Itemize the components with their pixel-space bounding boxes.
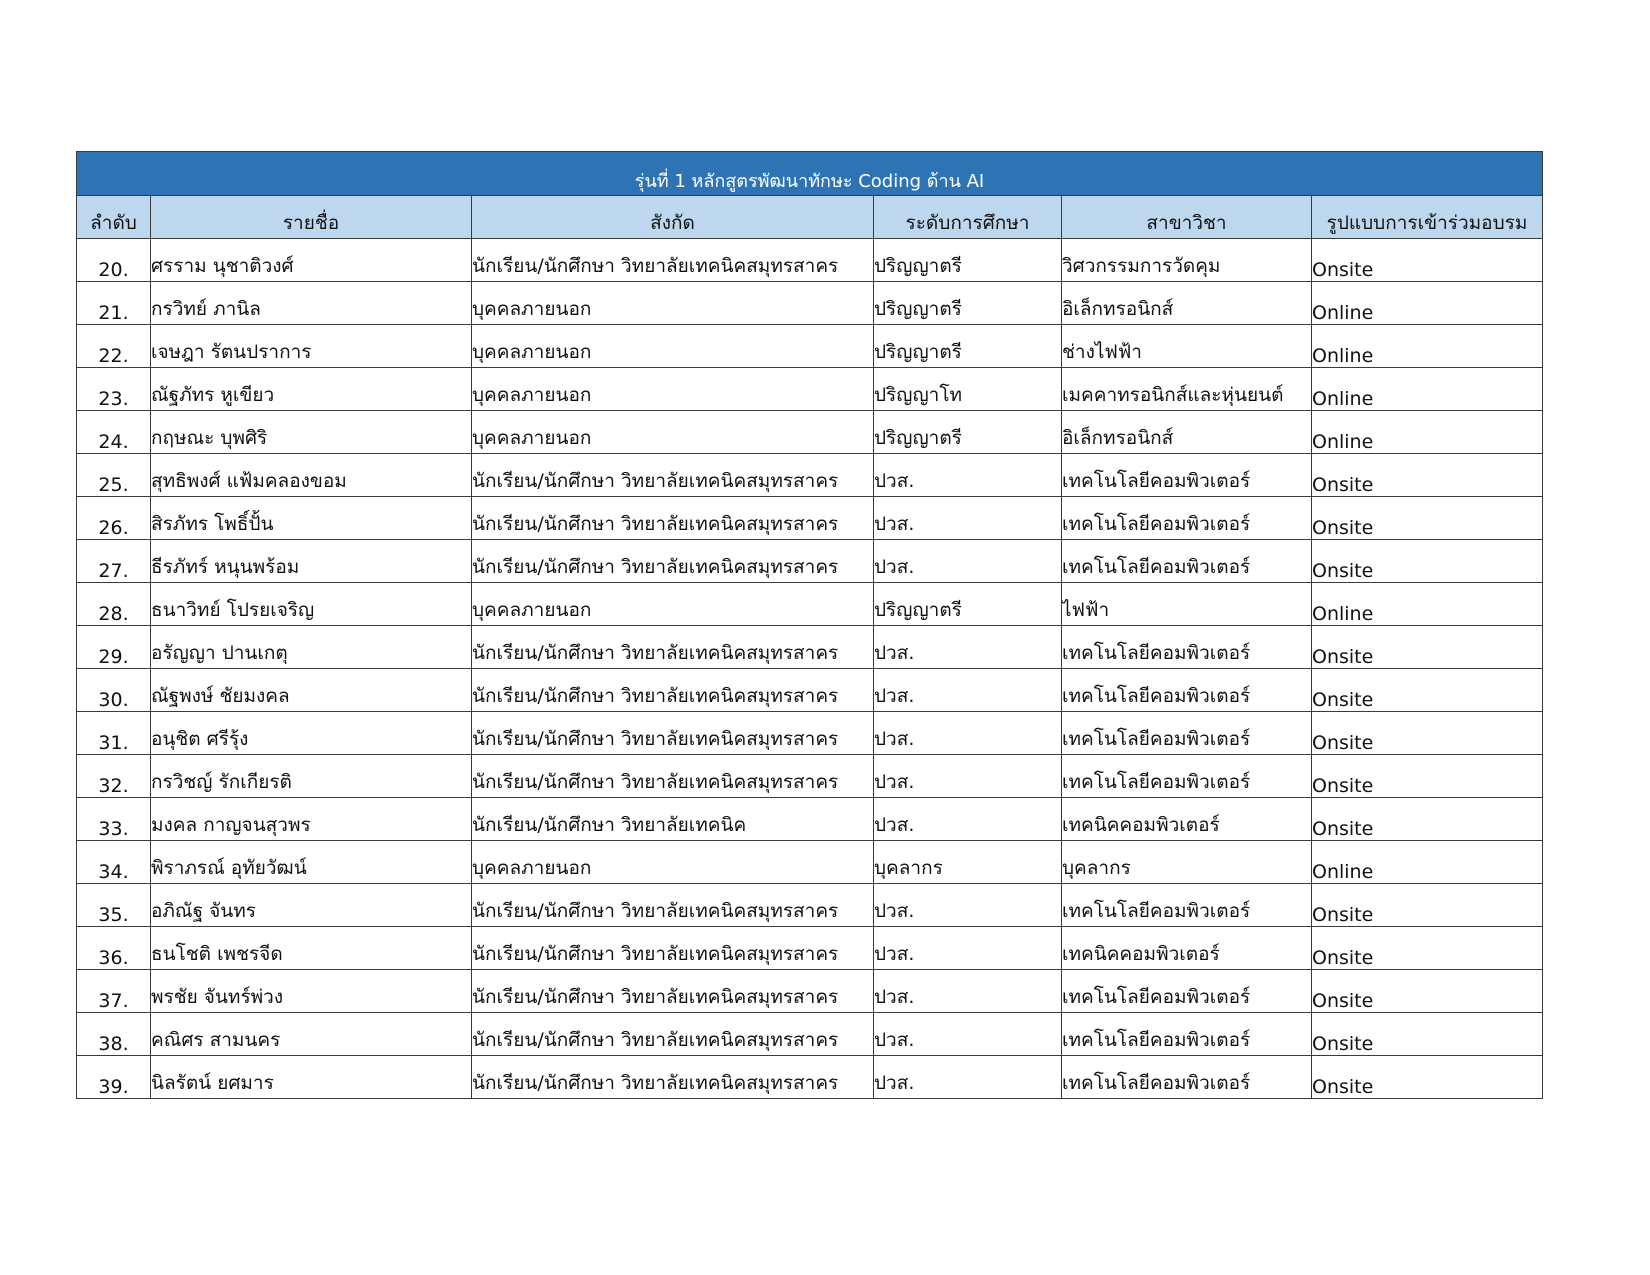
cell-name: ธนโชติ เพชรจีด xyxy=(151,927,472,970)
cell-attendance-mode: Online xyxy=(1312,411,1543,454)
cell-attendance-mode: Onsite xyxy=(1312,239,1543,282)
cell-affiliation: นักเรียน/นักศึกษา วิทยาลัยเทคนิคสมุทรสาคร xyxy=(472,712,874,755)
table-row xyxy=(77,669,1543,712)
cell-education-level: ปวส. xyxy=(874,755,1062,798)
cell-name: มงคล กาญจนสุวพร xyxy=(151,798,472,841)
cell-name: ธนาวิทย์ โปรยเจริญ xyxy=(151,583,472,626)
table-row xyxy=(77,540,1543,583)
cell-education-level: ปวส. xyxy=(874,540,1062,583)
cell-affiliation: นักเรียน/นักศึกษา วิทยาลัยเทคนิคสมุทรสาคร xyxy=(472,454,874,497)
header-education-level: ระดับการศึกษา xyxy=(874,196,1062,239)
cell-attendance-mode: Onsite xyxy=(1312,626,1543,669)
cell-education-level: ปวส. xyxy=(874,884,1062,927)
cell-education-level: ปวส. xyxy=(874,1056,1062,1099)
cell-attendance-mode: Onsite xyxy=(1312,540,1543,583)
cell-order: 34. xyxy=(77,841,151,884)
cell-order: 29. xyxy=(77,626,151,669)
cell-attendance-mode: Onsite xyxy=(1312,669,1543,712)
cell-education-level: ปวส. xyxy=(874,1013,1062,1056)
header-affiliation: สังกัด xyxy=(472,196,874,239)
cell-attendance-mode: Onsite xyxy=(1312,497,1543,540)
cell-name: เจษฎา รัตนปราการ xyxy=(151,325,472,368)
table-row xyxy=(77,712,1543,755)
header-major: สาขาวิชา xyxy=(1062,196,1312,239)
table-row xyxy=(77,755,1543,798)
cell-affiliation: นักเรียน/นักศึกษา วิทยาลัยเทคนิคสมุทรสาคร xyxy=(472,239,874,282)
cell-name: ธีรภัทร์ หนุนพร้อม xyxy=(151,540,472,583)
cell-affiliation: บุคคลภายนอก xyxy=(472,282,874,325)
table-row xyxy=(77,626,1543,669)
header-attendance-mode: รูปแบบการเข้าร่วมอบรม xyxy=(1312,196,1543,239)
cell-order: 25. xyxy=(77,454,151,497)
cell-major: เทคโนโลยีคอมพิวเตอร์ xyxy=(1062,540,1312,583)
cell-attendance-mode: Onsite xyxy=(1312,798,1543,841)
cell-education-level: ปวส. xyxy=(874,798,1062,841)
cell-education-level: ปวส. xyxy=(874,454,1062,497)
cell-major: อิเล็กทรอนิกส์ xyxy=(1062,282,1312,325)
cell-affiliation: บุคคลภายนอก xyxy=(472,841,874,884)
cell-order: 37. xyxy=(77,970,151,1013)
cell-major: เทคโนโลยีคอมพิวเตอร์ xyxy=(1062,669,1312,712)
cell-major: เทคโนโลยีคอมพิวเตอร์ xyxy=(1062,497,1312,540)
cell-affiliation: บุคคลภายนอก xyxy=(472,368,874,411)
table-header-row xyxy=(77,196,1543,239)
cell-order: 21. xyxy=(77,282,151,325)
table-row xyxy=(77,325,1543,368)
cell-name: กรวิทย์ ภานิล xyxy=(151,282,472,325)
cell-name: คณิศร สามนคร xyxy=(151,1013,472,1056)
cell-name: ณัฐภัทร หูเขียว xyxy=(151,368,472,411)
cell-order: 36. xyxy=(77,927,151,970)
cell-order: 31. xyxy=(77,712,151,755)
cell-name: ณัฐพงษ์ ชัยมงคล xyxy=(151,669,472,712)
cell-education-level: ปวส. xyxy=(874,497,1062,540)
cell-affiliation: นักเรียน/นักศึกษา วิทยาลัยเทคนิคสมุทรสาคร xyxy=(472,1056,874,1099)
cell-name: สิรภัทร โพธิ์ปั้น xyxy=(151,497,472,540)
cell-major: ไฟฟ้า xyxy=(1062,583,1312,626)
cell-major: เทคนิคคอมพิวเตอร์ xyxy=(1062,927,1312,970)
cell-major: เทคโนโลยีคอมพิวเตอร์ xyxy=(1062,1013,1312,1056)
cell-affiliation: นักเรียน/นักศึกษา วิทยาลัยเทคนิคสมุทรสาคร xyxy=(472,884,874,927)
table-row xyxy=(77,798,1543,841)
cell-affiliation: บุคคลภายนอก xyxy=(472,411,874,454)
table-row xyxy=(77,239,1543,282)
cell-name: พิราภรณ์ อุทัยวัฒน์ xyxy=(151,841,472,884)
cell-order: 23. xyxy=(77,368,151,411)
cell-name: อนุชิต ศรีรุ้ง xyxy=(151,712,472,755)
table-row xyxy=(77,497,1543,540)
cell-affiliation: บุคคลภายนอก xyxy=(472,325,874,368)
cell-attendance-mode: Onsite xyxy=(1312,927,1543,970)
cell-major: เทคโนโลยีคอมพิวเตอร์ xyxy=(1062,755,1312,798)
cell-order: 32. xyxy=(77,755,151,798)
cell-name: อภิณัฐ จันทร xyxy=(151,884,472,927)
cell-attendance-mode: Onsite xyxy=(1312,1056,1543,1099)
cell-name: อรัญญา ปานเกตุ xyxy=(151,626,472,669)
cell-major: เทคโนโลยีคอมพิวเตอร์ xyxy=(1062,626,1312,669)
cell-order: 33. xyxy=(77,798,151,841)
cell-major: อิเล็กทรอนิกส์ xyxy=(1062,411,1312,454)
cell-affiliation: นักเรียน/นักศึกษา วิทยาลัยเทคนิคสมุทรสาคร xyxy=(472,669,874,712)
table-row xyxy=(77,1013,1543,1056)
table-row xyxy=(77,282,1543,325)
cell-affiliation: นักเรียน/นักศึกษา วิทยาลัยเทคนิคสมุทรสาคร xyxy=(472,1013,874,1056)
cell-name: กรวิชญ์ รักเกียรติ xyxy=(151,755,472,798)
table-row xyxy=(77,1056,1543,1099)
cell-education-level: บุคลากร xyxy=(874,841,1062,884)
cell-order: 30. xyxy=(77,669,151,712)
cell-attendance-mode: Onsite xyxy=(1312,712,1543,755)
cell-education-level: ปวส. xyxy=(874,927,1062,970)
cell-education-level: ปริญญาตรี xyxy=(874,411,1062,454)
cell-major: ช่างไฟฟ้า xyxy=(1062,325,1312,368)
cell-major: เทคโนโลยีคอมพิวเตอร์ xyxy=(1062,1056,1312,1099)
cell-education-level: ปริญญาตรี xyxy=(874,583,1062,626)
cell-order: 20. xyxy=(77,239,151,282)
table-row xyxy=(77,970,1543,1013)
cell-affiliation: บุคคลภายนอก xyxy=(472,583,874,626)
cell-attendance-mode: Onsite xyxy=(1312,454,1543,497)
cell-education-level: ปริญญาตรี xyxy=(874,325,1062,368)
cell-major: วิศวกรรมการวัดคุม xyxy=(1062,239,1312,282)
cell-attendance-mode: Online xyxy=(1312,325,1543,368)
table-row xyxy=(77,583,1543,626)
cell-major: เมคคาทรอนิกส์และหุ่นยนต์ xyxy=(1062,368,1312,411)
cell-education-level: ปวส. xyxy=(874,626,1062,669)
cell-major: เทคโนโลยีคอมพิวเตอร์ xyxy=(1062,884,1312,927)
cell-name: พรชัย จันทร์พ่วง xyxy=(151,970,472,1013)
cell-major: เทคโนโลยีคอมพิวเตอร์ xyxy=(1062,712,1312,755)
cell-attendance-mode: Online xyxy=(1312,368,1543,411)
cell-education-level: ปริญญาตรี xyxy=(874,282,1062,325)
header-name: รายชื่อ xyxy=(151,196,472,239)
cell-affiliation: นักเรียน/นักศึกษา วิทยาลัยเทคนิคสมุทรสาคร xyxy=(472,497,874,540)
participant-table xyxy=(76,151,1543,1099)
cell-attendance-mode: Online xyxy=(1312,841,1543,884)
table-title-row xyxy=(77,152,1543,196)
cell-name: กฤษณะ บุพศิริ xyxy=(151,411,472,454)
cell-order: 26. xyxy=(77,497,151,540)
cell-order: 35. xyxy=(77,884,151,927)
cell-order: 38. xyxy=(77,1013,151,1056)
cell-major: เทคโนโลยีคอมพิวเตอร์ xyxy=(1062,970,1312,1013)
cell-affiliation: นักเรียน/นักศึกษา วิทยาลัยเทคนิคสมุทรสาคร xyxy=(472,540,874,583)
cell-affiliation: นักเรียน/นักศึกษา วิทยาลัยเทคนิคสมุทรสาคร xyxy=(472,927,874,970)
cell-major: บุคลากร xyxy=(1062,841,1312,884)
cell-attendance-mode: Onsite xyxy=(1312,970,1543,1013)
cell-order: 27. xyxy=(77,540,151,583)
cell-affiliation: นักเรียน/นักศึกษา วิทยาลัยเทคนิคสมุทรสาคร xyxy=(472,755,874,798)
cell-order: 28. xyxy=(77,583,151,626)
table-row xyxy=(77,454,1543,497)
cell-attendance-mode: Onsite xyxy=(1312,755,1543,798)
cell-major: เทคโนโลยีคอมพิวเตอร์ xyxy=(1062,454,1312,497)
header-order: ลำดับ xyxy=(77,196,151,239)
table-row xyxy=(77,927,1543,970)
cell-affiliation: นักเรียน/นักศึกษา วิทยาลัยเทคนิค xyxy=(472,798,874,841)
cell-affiliation: นักเรียน/นักศึกษา วิทยาลัยเทคนิคสมุทรสาคร xyxy=(472,626,874,669)
cell-education-level: ปริญญาโท xyxy=(874,368,1062,411)
cell-order: 22. xyxy=(77,325,151,368)
cell-major: เทคนิคคอมพิวเตอร์ xyxy=(1062,798,1312,841)
cell-attendance-mode: Onsite xyxy=(1312,1013,1543,1056)
table-row xyxy=(77,368,1543,411)
cell-order: 24. xyxy=(77,411,151,454)
cell-name: สุทธิพงศ์ แฟ้มคลองขอม xyxy=(151,454,472,497)
cell-attendance-mode: Online xyxy=(1312,282,1543,325)
table-body xyxy=(77,239,1543,1099)
cell-education-level: ปวส. xyxy=(874,669,1062,712)
cell-order: 39. xyxy=(77,1056,151,1099)
cell-education-level: ปริญญาตรี xyxy=(874,239,1062,282)
table-row xyxy=(77,884,1543,927)
cell-education-level: ปวส. xyxy=(874,970,1062,1013)
table-title: รุ่นที่ 1 หลักสูตรพัฒนาทักษะ Coding ด้าน AI xyxy=(77,152,1543,196)
table-row xyxy=(77,841,1543,884)
cell-education-level: ปวส. xyxy=(874,712,1062,755)
table-row xyxy=(77,411,1543,454)
cell-attendance-mode: Online xyxy=(1312,583,1543,626)
cell-name: นิลรัตน์ ยศมาร xyxy=(151,1056,472,1099)
cell-attendance-mode: Onsite xyxy=(1312,884,1543,927)
cell-affiliation: นักเรียน/นักศึกษา วิทยาลัยเทคนิคสมุทรสาคร xyxy=(472,970,874,1013)
cell-name: ศรราม นุชาติวงศ์ xyxy=(151,239,472,282)
